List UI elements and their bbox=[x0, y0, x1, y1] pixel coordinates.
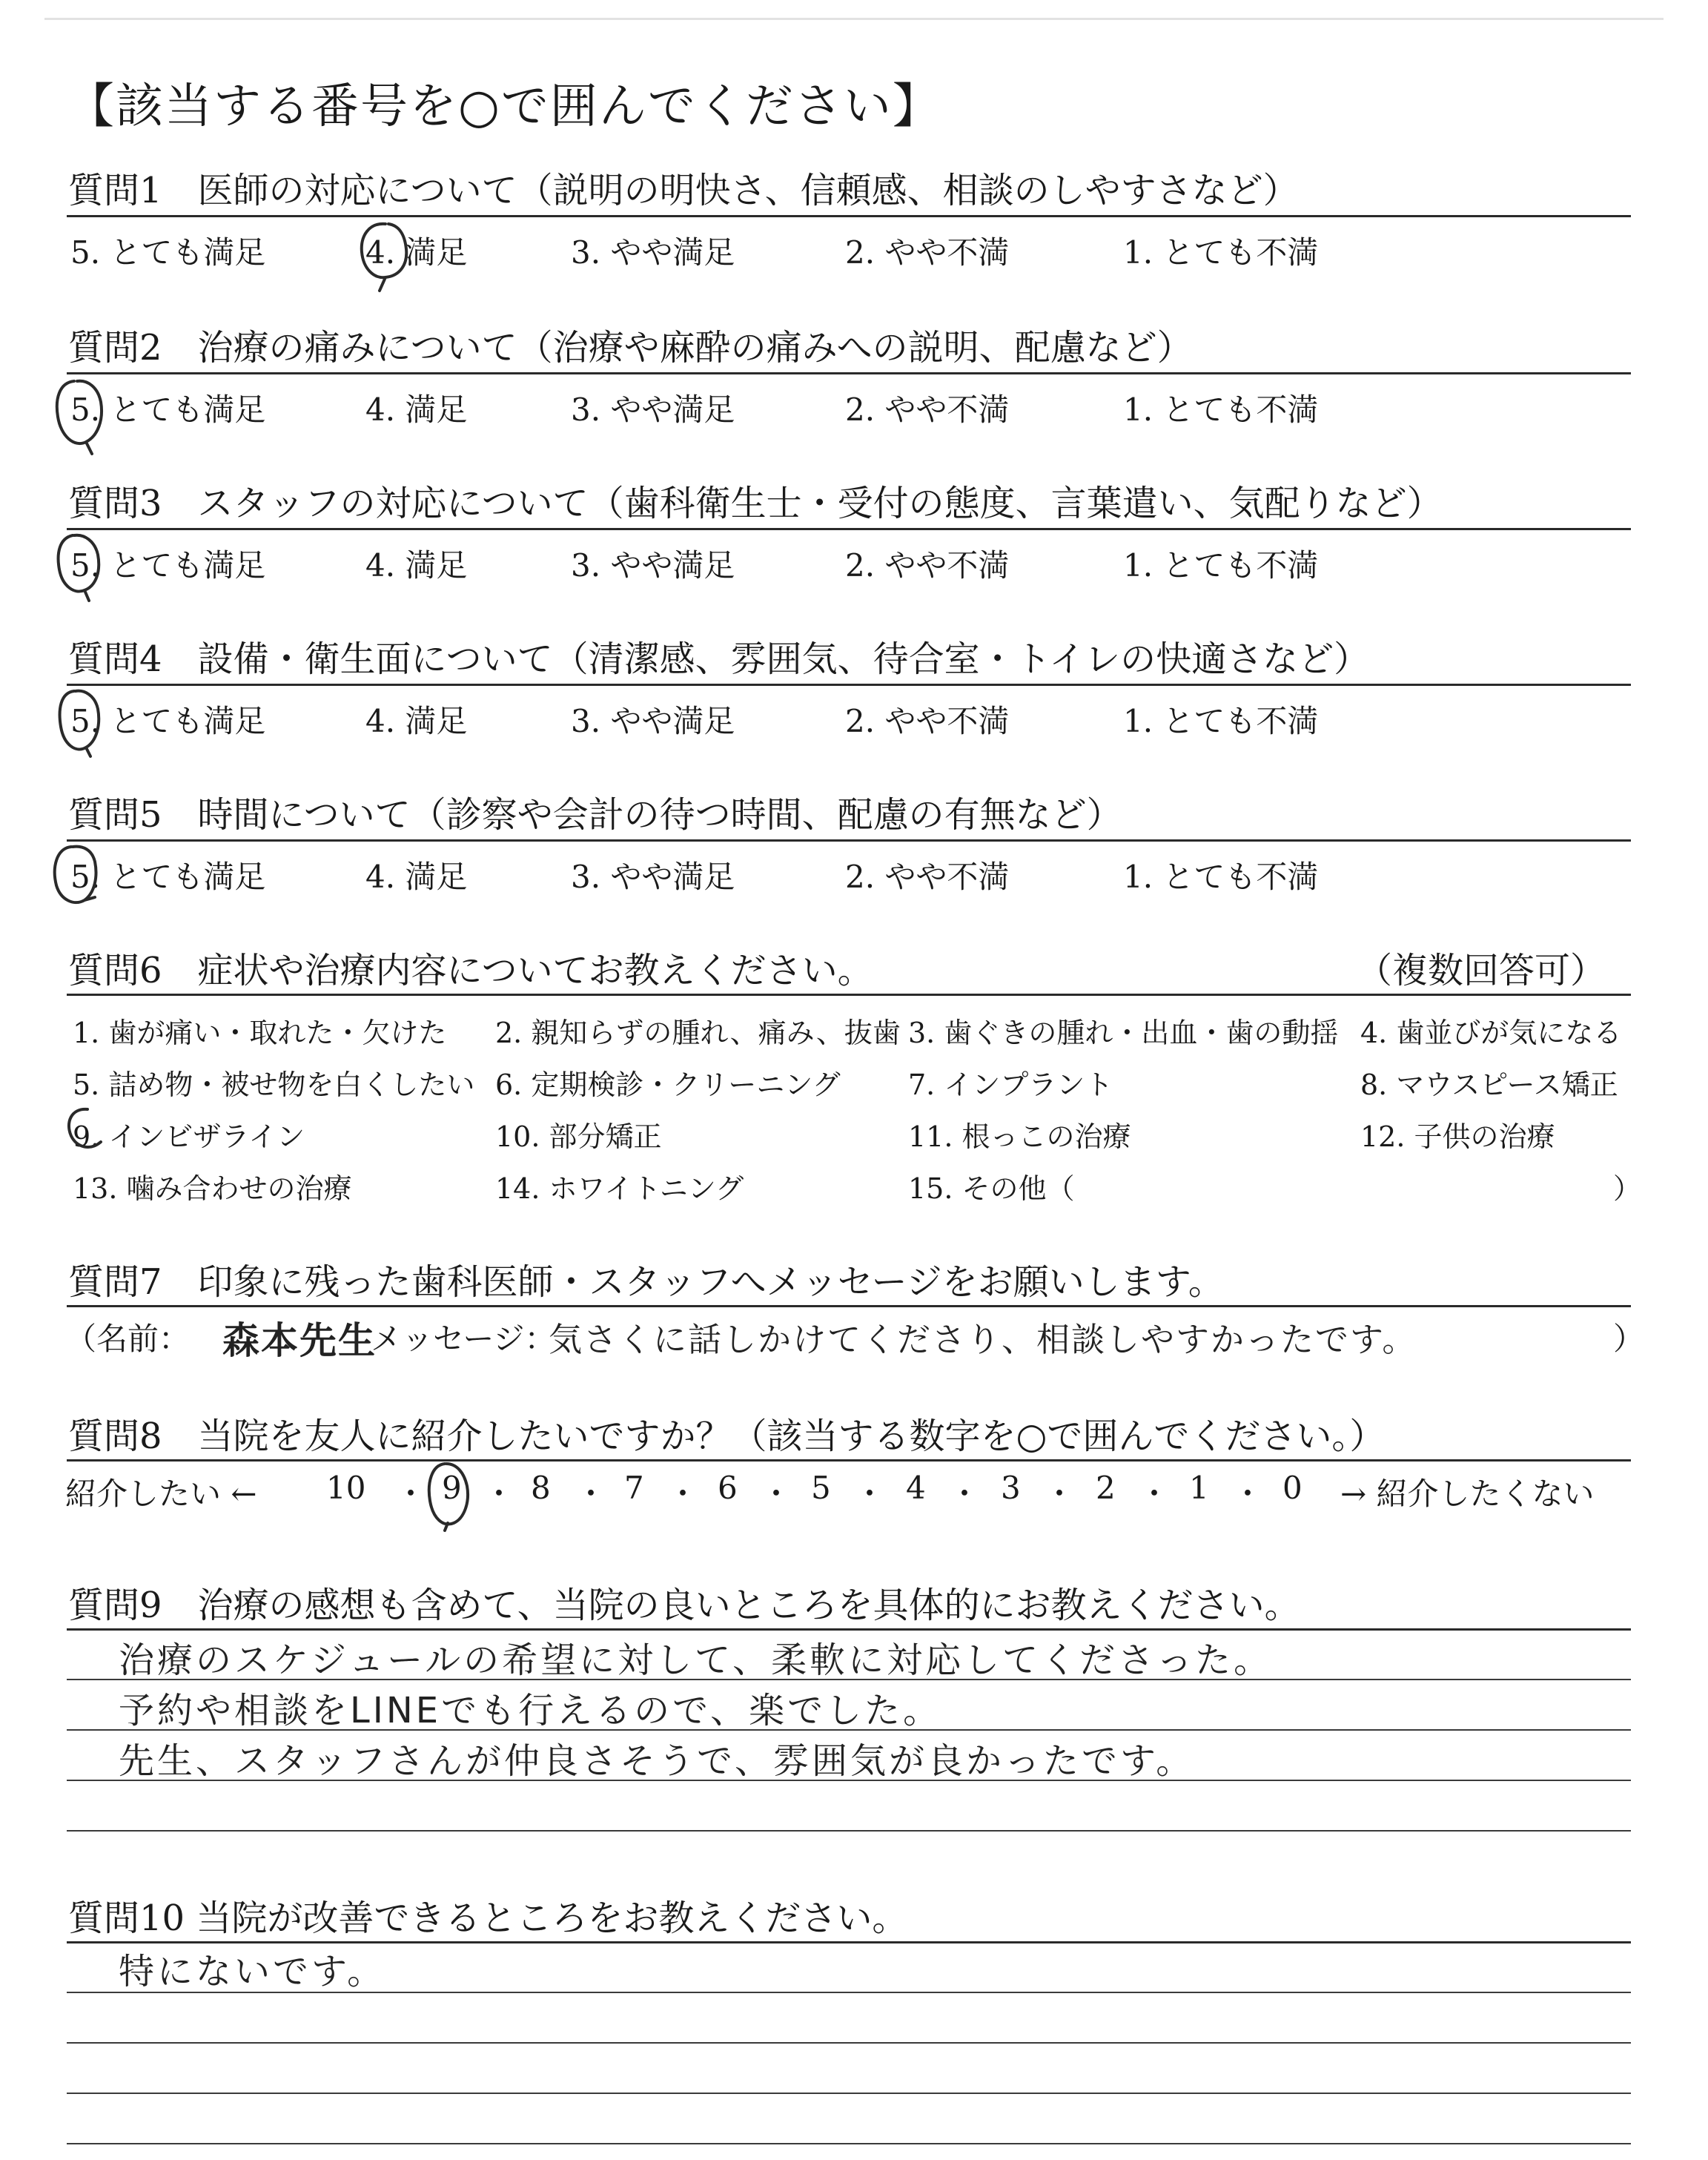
q7-name-label: （名前： bbox=[65, 1321, 191, 1357]
q1-option-5[interactable]: 5. とても満足 bbox=[70, 234, 266, 271]
q6-option-12[interactable]: 12. 子供の治療 bbox=[1360, 1120, 1555, 1153]
q3-option-1[interactable]: 1. とても不満 bbox=[1123, 547, 1319, 584]
q6-option-1[interactable]: 1. 歯が痛い・取れた・欠けた bbox=[73, 1017, 447, 1049]
q9-answer-line-1[interactable]: 治療のスケジュールの希望に対して、柔軟に対応してくださった。 bbox=[119, 1639, 1273, 1681]
q5-option-1[interactable]: 1. とても不満 bbox=[1123, 859, 1319, 895]
q4-option-5[interactable]: 5. とても満足 bbox=[70, 703, 266, 739]
q6-other-close: ） bbox=[1613, 1172, 1642, 1205]
q6-option-13[interactable]: 13. 噛み合わせの治療 bbox=[73, 1172, 352, 1205]
q1-option-2[interactable]: 2. やや不満 bbox=[845, 234, 1010, 271]
q8-number-2[interactable]: 2 bbox=[1096, 1470, 1116, 1506]
q8-rule bbox=[67, 1459, 1631, 1462]
q3-option-5[interactable]: 5. とても満足 bbox=[70, 547, 266, 584]
q8-separator: ・ bbox=[949, 1476, 981, 1512]
q8-left-label: 紹介したい ← bbox=[65, 1476, 257, 1512]
q6-option-5[interactable]: 5. 詰め物・被せ物を白くしたい bbox=[73, 1069, 475, 1101]
q8-number-1[interactable]: 1 bbox=[1189, 1470, 1209, 1506]
q10-answer-line-1[interactable]: 特にないです。 bbox=[119, 1951, 386, 1992]
q2-rule bbox=[67, 372, 1631, 374]
q6-rule bbox=[67, 994, 1631, 996]
q8-number-6[interactable]: 6 bbox=[718, 1470, 738, 1506]
q9-line bbox=[67, 1780, 1631, 1781]
q6-option-9[interactable]: 9. インビザライン bbox=[73, 1120, 305, 1153]
q9-rule bbox=[67, 1628, 1631, 1631]
q8-number-9[interactable]: 9 bbox=[442, 1470, 462, 1506]
q8-separator: ・ bbox=[667, 1476, 699, 1512]
q8-separator: ・ bbox=[761, 1476, 792, 1512]
q5-option-4[interactable]: 4. 満足 bbox=[365, 859, 468, 895]
q7-close: ） bbox=[1613, 1321, 1645, 1357]
q8-separator: ・ bbox=[483, 1476, 515, 1512]
q6-option-7[interactable]: 7. インプラント bbox=[908, 1069, 1113, 1101]
q6-option-11[interactable]: 11. 根っこの治療 bbox=[908, 1120, 1131, 1153]
q3-option-2[interactable]: 2. やや不満 bbox=[845, 547, 1010, 584]
q9-line bbox=[67, 1830, 1631, 1832]
q7-rule bbox=[67, 1305, 1631, 1307]
q8-number-4[interactable]: 4 bbox=[906, 1470, 926, 1506]
q6-option-4[interactable]: 4. 歯並びが気になる bbox=[1360, 1017, 1622, 1049]
q1-title: 質問1 医師の対応について（説明の明快さ、信頼感、相談のしやすさなど） bbox=[68, 170, 1299, 211]
q5-title: 質問5 時間について（診察や会計の待つ時間、配慮の有無など） bbox=[68, 794, 1122, 836]
q8-number-7[interactable]: 7 bbox=[624, 1470, 644, 1506]
q1-option-4[interactable]: 4. 満足 bbox=[365, 234, 468, 271]
q8-number-10[interactable]: 10 bbox=[326, 1470, 366, 1506]
q2-title: 質問2 治療の痛みについて（治療や麻酔の痛みへの説明、配慮など） bbox=[68, 327, 1193, 369]
q2-option-5[interactable]: 5. とても満足 bbox=[70, 392, 266, 428]
q9-title: 質問9 治療の感想も含めて、当院の良いところを具体的にお教えください。 bbox=[68, 1585, 1300, 1626]
q1-rule bbox=[67, 215, 1631, 217]
q1-option-3[interactable]: 3. やや満足 bbox=[571, 234, 735, 271]
q6-option-8[interactable]: 8. マウスピース矯正 bbox=[1360, 1069, 1618, 1101]
q8-separator: ・ bbox=[1232, 1476, 1264, 1512]
q8-title: 質問8 当院を友人に紹介したいですか？（該当する数字を○で囲んでください。） bbox=[68, 1416, 1386, 1457]
q8-separator: ・ bbox=[575, 1476, 607, 1512]
q6-option-14[interactable]: 14. ホワイトニング bbox=[495, 1172, 744, 1205]
q4-option-2[interactable]: 2. やや不満 bbox=[845, 703, 1010, 739]
q8-number-8[interactable]: 8 bbox=[531, 1470, 551, 1506]
q4-option-3[interactable]: 3. やや満足 bbox=[571, 703, 735, 739]
page-title: 【該当する番号を○で囲んでください】 bbox=[67, 79, 941, 134]
q6-option-3[interactable]: 3. 歯ぐきの腫れ・出血・歯の動揺 bbox=[908, 1017, 1339, 1049]
q8-number-0[interactable]: 0 bbox=[1282, 1470, 1302, 1506]
q2-option-2[interactable]: 2. やや不満 bbox=[845, 392, 1010, 428]
q7-name-value[interactable]: 森本先生 bbox=[222, 1319, 377, 1362]
q4-option-1[interactable]: 1. とても不満 bbox=[1123, 703, 1319, 739]
q3-option-4[interactable]: 4. 満足 bbox=[365, 547, 468, 584]
q6-option-2[interactable]: 2. 親知らずの腫れ、痛み、抜歯 bbox=[495, 1017, 901, 1049]
q2-option-4[interactable]: 4. 満足 bbox=[365, 392, 468, 428]
q5-rule bbox=[67, 839, 1631, 842]
q2-option-3[interactable]: 3. やや満足 bbox=[571, 392, 735, 428]
q9-answer-line-3[interactable]: 先生、スタッフさんが仲良さそうで、雰囲気が良かったです。 bbox=[119, 1740, 1195, 1782]
q1-option-1[interactable]: 1. とても不満 bbox=[1123, 234, 1319, 271]
q7-message-value[interactable]: 気さくに話しかけてくださり、相談しやすかったです。 bbox=[549, 1320, 1417, 1359]
q3-title: 質問3 スタッフの対応について（歯科衛生士・受付の態度、言葉遣い、気配りなど） bbox=[68, 483, 1443, 524]
q6-option-15[interactable]: 15. その他（ bbox=[908, 1172, 1075, 1205]
q7-title: 質問7 印象に残った歯科医師・スタッフへメッセージをお願いします。 bbox=[68, 1261, 1224, 1303]
q8-separator: ・ bbox=[1139, 1476, 1171, 1512]
q7-message-label: メッセージ： bbox=[371, 1321, 556, 1357]
q2-option-1[interactable]: 1. とても不満 bbox=[1123, 392, 1319, 428]
q10-line bbox=[67, 2093, 1631, 2094]
q8-number-5[interactable]: 5 bbox=[811, 1470, 831, 1506]
q8-separator: ・ bbox=[395, 1476, 427, 1512]
q9-line bbox=[67, 1729, 1631, 1731]
q9-answer-line-2[interactable]: 予約や相談をLINEでも行えるので、楽でした。 bbox=[119, 1690, 942, 1731]
q10-line bbox=[67, 2143, 1631, 2144]
q6-option-6[interactable]: 6. 定期検診・クリーニング bbox=[495, 1069, 841, 1101]
q5-option-3[interactable]: 3. やや満足 bbox=[571, 859, 735, 895]
q3-rule bbox=[67, 528, 1631, 530]
q4-option-4[interactable]: 4. 満足 bbox=[365, 703, 468, 739]
q6-note: （複数回答可） bbox=[1357, 950, 1606, 991]
q9-line bbox=[67, 1679, 1631, 1680]
q4-rule bbox=[67, 684, 1631, 686]
q6-option-10[interactable]: 10. 部分矯正 bbox=[495, 1120, 662, 1153]
q8-right-label: → 紹介したくない bbox=[1340, 1476, 1595, 1512]
q5-option-2[interactable]: 2. やや不満 bbox=[845, 859, 1010, 895]
q8-separator: ・ bbox=[854, 1476, 886, 1512]
q8-separator: ・ bbox=[1044, 1476, 1076, 1512]
q10-line bbox=[67, 2042, 1631, 2044]
q5-option-5[interactable]: 5. とても満足 bbox=[70, 859, 266, 895]
top-edge-line bbox=[44, 18, 1664, 20]
q6-title: 質問6 症状や治療内容についてお教えください。 bbox=[68, 950, 873, 991]
q10-title: 質問10 当院が改善できるところをお教えください。 bbox=[68, 1898, 908, 1939]
q3-option-3[interactable]: 3. やや満足 bbox=[571, 547, 735, 584]
q4-title: 質問4 設備・衛生面について（清潔感、雰囲気、待合室・トイレの快適さなど） bbox=[68, 638, 1370, 680]
q10-line bbox=[67, 1992, 1631, 1993]
q8-number-3[interactable]: 3 bbox=[1001, 1470, 1021, 1506]
